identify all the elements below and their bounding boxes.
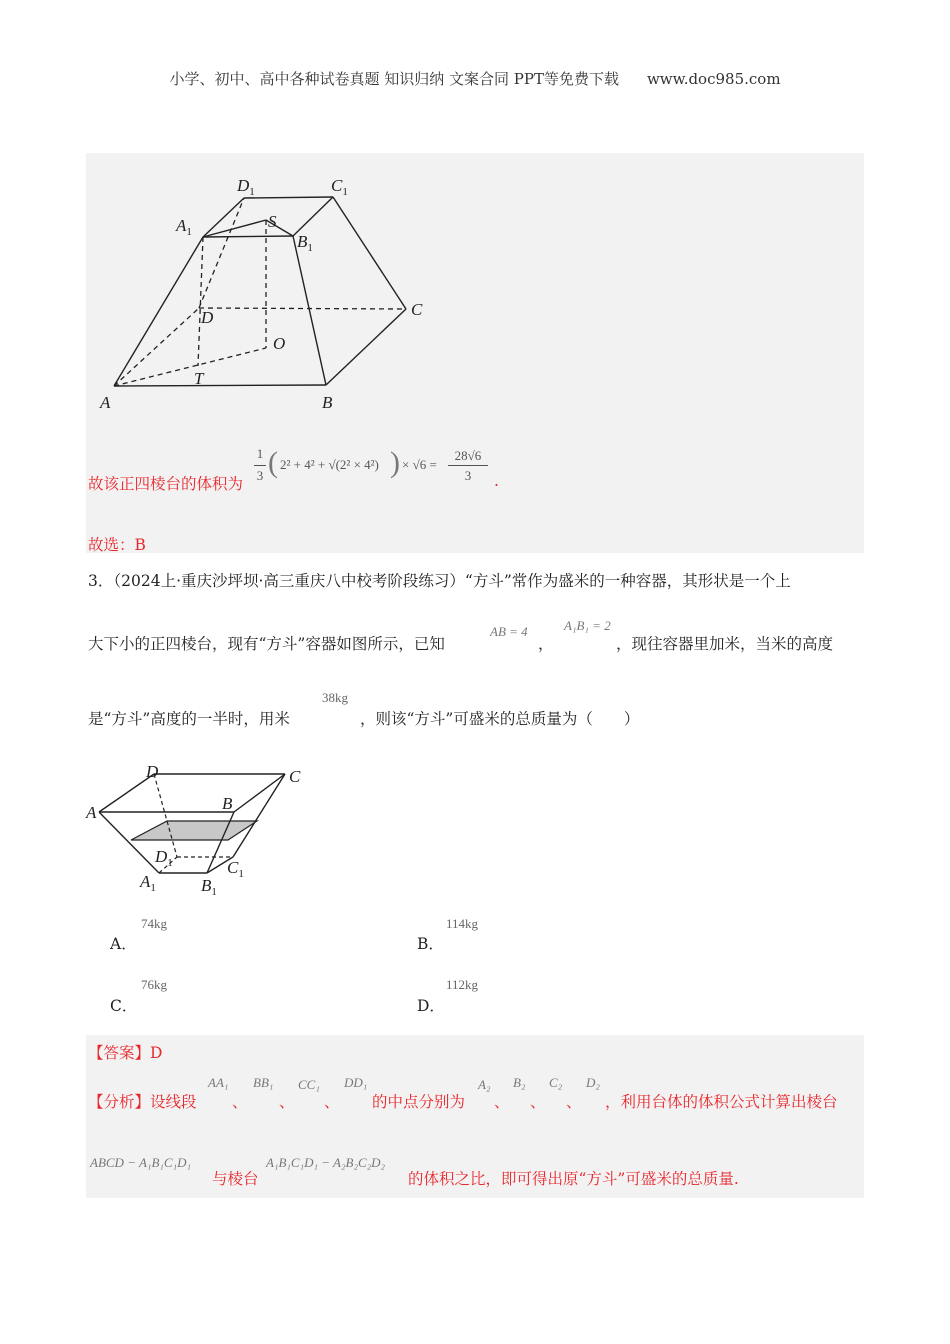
- edge-a-o: [114, 348, 266, 386]
- given-ab: AB = 4: [490, 624, 528, 639]
- sep-6: 、: [566, 1093, 582, 1111]
- header-title: 小学、初中、高中各种试卷真题 知识归纳 文案合同 PPT等免费下载: [169, 70, 619, 88]
- rice-level-plane: [131, 821, 257, 840]
- formula-result-num: 28√6: [454, 448, 482, 463]
- formula-inner: 2² + 4² + √(2² × 4²): [280, 457, 379, 472]
- given-comma: ，: [538, 635, 554, 653]
- frustum-figure-1: [86, 153, 446, 423]
- edge-a-d: [114, 308, 199, 386]
- frustum-a1b1c1d1: A₁B₁C₁D₁ − A₂B₂C₂D₂: [266, 1155, 386, 1170]
- analysis-line-1: [88, 1090, 197, 1112]
- sep-1: 、: [232, 1093, 248, 1111]
- edge-b-c: [326, 309, 406, 385]
- answer-label: 【答案】D: [88, 1044, 163, 1062]
- label-d: D: [146, 762, 159, 781]
- option-a-value: 74kg: [141, 916, 167, 931]
- edge-d-c: [199, 308, 406, 309]
- edge-a-b: [114, 385, 326, 386]
- edge-a1-b1: [203, 236, 293, 237]
- sep-5: 、: [530, 1093, 546, 1111]
- edge-a-a1: [99, 812, 159, 873]
- label-o: O: [273, 334, 286, 353]
- label-a: A: [100, 393, 111, 412]
- label-d: D: [201, 308, 214, 327]
- midpoints-text: 的中点分别为: [372, 1093, 466, 1111]
- question-line-2: 大下小的正四棱台，现有“方斗”容器如图所示，已知: [88, 635, 445, 653]
- frustum-abcd: ABCD − A₁B₁C₁D₁: [90, 1155, 191, 1170]
- fangdou-figure: [84, 758, 314, 898]
- midpoint-a2: A₂: [478, 1077, 491, 1092]
- analysis-label: 【分析】: [88, 1093, 151, 1111]
- formula-times-sqrt: × √6 =: [402, 457, 437, 472]
- label-d1: $D_1$: [155, 847, 173, 869]
- label-c: C: [411, 300, 423, 319]
- segment-dd1: DD₁: [344, 1075, 368, 1090]
- edge-c-c1: [233, 774, 285, 857]
- formula-left-paren: (: [268, 446, 278, 479]
- analysis-text-1: 设线段: [150, 1093, 197, 1111]
- question-line-3: 是“方斗”高度的一半时，用米: [88, 710, 290, 728]
- label-c: C: [289, 767, 301, 786]
- formula-frac-num: 1: [256, 446, 264, 461]
- question-number: 3．: [88, 572, 114, 590]
- sep-2: 、: [279, 1093, 295, 1111]
- label-s: S: [268, 212, 277, 231]
- edge-b-c: [234, 774, 285, 812]
- volume-statement: 故该正四棱台的体积为: [88, 475, 244, 493]
- midpoint-c2: C₂: [549, 1075, 563, 1090]
- given-a1b1: A₁B₁ = 2: [564, 618, 611, 633]
- formula-frac-den: 3: [256, 468, 264, 483]
- segment-bb1: BB₁: [253, 1075, 274, 1090]
- label-b1: $B_1$: [201, 876, 217, 898]
- edge-a-a1: [114, 237, 203, 386]
- option-a[interactable]: A．: [110, 935, 137, 953]
- formula-right-paren: ): [390, 446, 400, 479]
- option-d-value: 112kg: [446, 977, 479, 992]
- option-b-value: 114kg: [446, 916, 479, 931]
- label-b: B: [322, 393, 333, 412]
- formula-result-den: 3: [464, 468, 472, 483]
- analysis-text-3: 的体积之比，即可得出原“方斗”可盛米的总质量.: [408, 1170, 739, 1188]
- midpoint-b2: B₂: [513, 1075, 526, 1090]
- edge-b1-c1: [293, 197, 333, 236]
- header-url: www.doc985.com: [646, 70, 781, 88]
- question-line-3b: ，则该“方斗”可盛米的总质量为（ ）: [360, 710, 640, 728]
- question-line-2b: ，现往容器里加米，当米的高度: [616, 635, 834, 653]
- label-t: T: [194, 369, 204, 388]
- sep-4: 、: [494, 1093, 510, 1111]
- question-source: （2024上·重庆沙坪坝·高三重庆八中校考阶段练习）“方斗”常作为盛米的一种容器，其形状是一个上: [113, 572, 791, 590]
- formula-frac-line: [254, 465, 266, 466]
- formula-period: .: [494, 472, 499, 490]
- label-a1: $A_1$: [176, 216, 192, 238]
- option-d[interactable]: D．: [417, 997, 445, 1015]
- analysis-text-2: ，利用台体的体积公式计算出棱台: [605, 1093, 838, 1111]
- page-header: [0, 68, 950, 89]
- label-c1: $C_1$: [227, 858, 244, 880]
- prev-choice: 故选：B: [88, 536, 146, 554]
- edge-d-d1: [154, 774, 177, 857]
- label-b1: $B_1$: [297, 232, 313, 254]
- label-a: A: [86, 803, 97, 822]
- segment-cc1: CC₁: [298, 1077, 320, 1092]
- label-d1: $D_1$: [237, 176, 255, 198]
- label-b: B: [222, 794, 233, 813]
- edge-d1-c1: [244, 197, 333, 198]
- option-c-value: 76kg: [141, 977, 167, 992]
- given-mass: 38kg: [322, 690, 348, 705]
- option-c[interactable]: C．: [110, 997, 138, 1015]
- edge-a1-t: [198, 237, 203, 366]
- and-text: 与棱台: [212, 1170, 259, 1188]
- edge-c-c1: [333, 197, 406, 309]
- midpoint-d2: D₂: [586, 1075, 600, 1090]
- sep-3: 、: [324, 1093, 340, 1111]
- edge-b-b1: [293, 236, 326, 385]
- segment-aa1: AA₁: [208, 1075, 229, 1090]
- edge-d-d1: [199, 198, 244, 308]
- label-a1: $A_1$: [140, 872, 156, 894]
- question-line-1: [88, 569, 791, 591]
- option-b[interactable]: B．: [417, 935, 444, 953]
- formula-result-line: [448, 465, 488, 466]
- label-c1: $C_1$: [331, 176, 348, 198]
